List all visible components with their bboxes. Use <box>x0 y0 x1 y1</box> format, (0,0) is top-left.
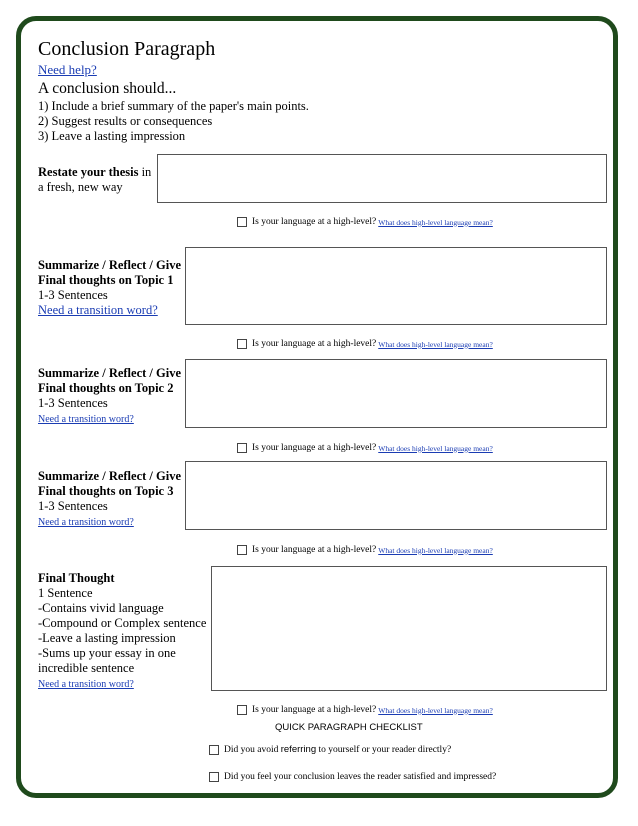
topic3-transition-link[interactable]: Need a transition word? <box>38 517 134 528</box>
language-question: Is your language at a high-level? <box>252 705 377 715</box>
high-level-language-link[interactable]: What does high-level language mean? <box>378 545 493 555</box>
need-help-link[interactable]: Need help? <box>38 62 97 77</box>
language-check-5 <box>237 705 493 715</box>
high-level-language-link[interactable]: What does high-level language mean? <box>378 339 493 349</box>
language-checkbox-1[interactable] <box>237 217 247 227</box>
language-check-1 <box>237 217 493 227</box>
final-line: -Compound or Complex sentence <box>38 616 207 630</box>
final-line: -Sums up your essay in one <box>38 646 176 660</box>
topic3-textbox[interactable] <box>185 461 607 530</box>
topic1-label <box>38 258 181 318</box>
thesis-label-line2: a fresh, new way <box>38 180 123 194</box>
language-question: Is your language at a high-level? <box>252 443 377 453</box>
topic1-textbox[interactable] <box>185 247 607 325</box>
list-item: 3) Leave a lasting impression <box>38 129 186 143</box>
topic1-sentences: 1-3 Sentences <box>38 288 108 302</box>
checklist-checkbox-2[interactable] <box>209 772 219 782</box>
high-level-language-link[interactable]: What does high-level language mean? <box>378 217 493 227</box>
final-line: incredible sentence <box>38 661 135 675</box>
checklist-checkbox-1[interactable] <box>209 745 219 755</box>
topic1-transition-link[interactable]: Need a transition word? <box>38 303 158 317</box>
topic3-label <box>38 469 181 530</box>
final-thought-textbox[interactable] <box>211 566 607 691</box>
list-item: 1) Include a brief summary of the paper's main points. <box>38 99 309 113</box>
language-checkbox-4[interactable] <box>237 545 247 555</box>
language-question: Is your language at a high-level? <box>252 217 377 227</box>
checklist-item-1-a: Did you avoid <box>224 744 281 755</box>
high-level-language-link[interactable]: What does high-level language mean? <box>378 443 493 453</box>
final-line: 1 Sentence <box>38 586 93 600</box>
language-checkbox-3[interactable] <box>237 443 247 453</box>
topic2-label-bold-2: Final thoughts on Topic 2 <box>38 381 174 395</box>
high-level-language-link[interactable]: What does high-level language mean? <box>378 705 493 715</box>
topic3-sentences: 1-3 Sentences <box>38 499 108 513</box>
thesis-textbox[interactable] <box>157 154 607 203</box>
topic2-transition-link[interactable]: Need a transition word? <box>38 414 134 425</box>
topic2-textbox[interactable] <box>185 359 607 428</box>
checklist-item-1-c: to yourself or your reader directly? <box>316 744 452 755</box>
conclusion-intro: A conclusion should... <box>38 80 177 97</box>
final-line: -Leave a lasting impression <box>38 631 176 645</box>
topic2-label <box>38 366 181 427</box>
topic1-label-bold-2: Final thoughts on Topic 1 <box>38 273 174 287</box>
topic2-sentences: 1-3 Sentences <box>38 396 108 410</box>
language-check-3 <box>237 443 493 453</box>
checklist-item-1 <box>209 744 451 755</box>
final-line: -Contains vivid language <box>38 601 164 615</box>
checklist-heading: QUICK PARAGRAPH CHECKLIST <box>275 722 423 733</box>
conclusion-list <box>38 99 309 144</box>
thesis-label-bold: Restate your thesis <box>38 165 139 179</box>
language-question: Is your language at a high-level? <box>252 545 377 555</box>
list-item: 2) Suggest results or consequences <box>38 114 213 128</box>
thesis-label-rest: in <box>138 165 152 179</box>
language-check-4 <box>237 545 493 555</box>
checklist-item-2 <box>209 772 496 782</box>
final-thought-label <box>38 571 206 692</box>
language-checkbox-2[interactable] <box>237 339 247 349</box>
final-thought-label-bold: Final Thought <box>38 571 115 585</box>
language-question: Is your language at a high-level? <box>252 339 377 349</box>
topic1-label-bold-1: Summarize / Reflect / Give <box>38 258 182 272</box>
checklist-item-2-text: Did you feel your conclusion leaves the reader satisfied and impressed? <box>224 772 497 782</box>
language-checkbox-5[interactable] <box>237 705 247 715</box>
page-title: Conclusion Paragraph <box>38 38 216 60</box>
topic3-label-bold-2: Final thoughts on Topic 3 <box>38 484 174 498</box>
thesis-label <box>38 165 151 195</box>
language-check-2 <box>237 339 493 349</box>
topic2-label-bold-1: Summarize / Reflect / Give <box>38 366 182 380</box>
final-transition-link[interactable]: Need a transition word? <box>38 679 134 690</box>
checklist-item-1-b: referring <box>280 744 317 755</box>
topic3-label-bold-1: Summarize / Reflect / Give <box>38 469 182 483</box>
